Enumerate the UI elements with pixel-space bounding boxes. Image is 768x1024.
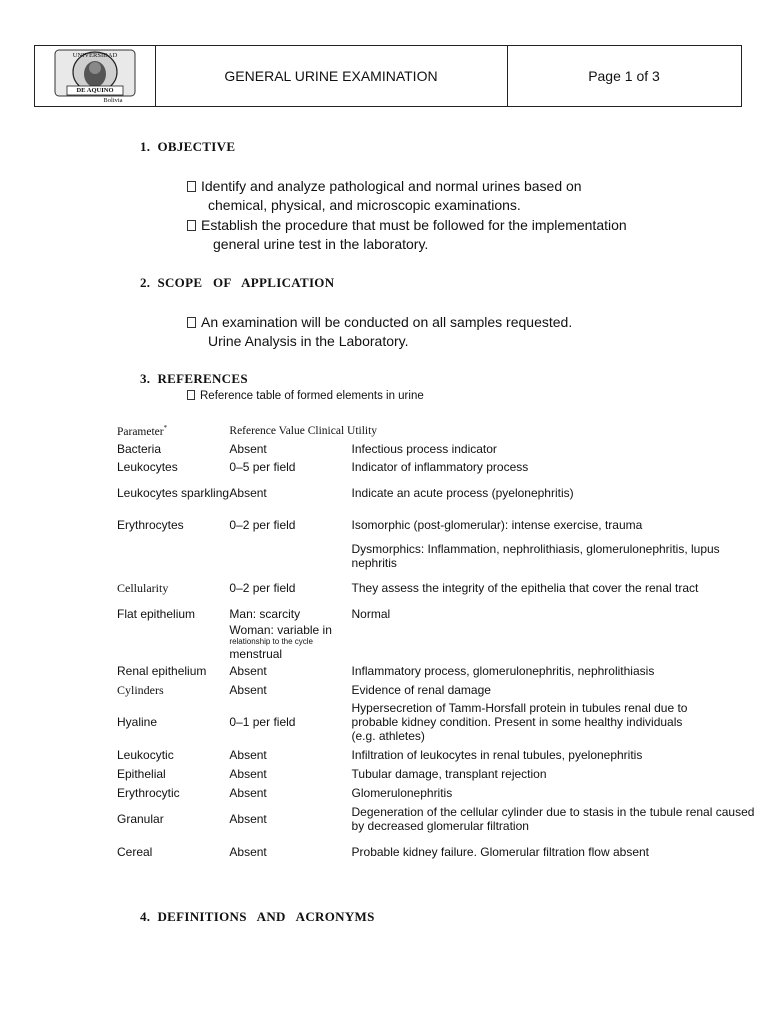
bullet-box-icon	[187, 317, 196, 328]
table-row: Cylinders Absent Evidence of renal damage	[117, 682, 491, 697]
objective-item: Identify and analyze pathological and normal urines based on chemical, physical, and microscopic examinations.	[187, 177, 582, 215]
scope-item: An examination will be conducted on all samples requested. Urine Analysis in the Laboratory.	[187, 313, 572, 351]
section-objective-heading: 1. OBJECTIVE	[140, 139, 236, 154]
table-row: Hyaline 0–1 per field Hypersecretion of Tamm-Horsfall protein in tubules renal due to probable kidney condition. Present in some healthy individuals (e.g. athletes)	[117, 701, 688, 743]
bullet-box-icon	[187, 181, 196, 192]
section-scope-heading: 2. SCOPE OF APPLICATION	[140, 275, 335, 290]
objective-item: Establish the procedure that must be followed for the implementation general urine test in the laboratory.	[187, 216, 627, 254]
flat-epithelium-woman-value: Woman: variable in relationship to the cycle menstrual	[229, 623, 332, 661]
bullet-box-icon	[187, 390, 195, 400]
table-row: Erythrocytes 0–2 per field Isomorphic (post-glomerular): intense exercise, trauma	[117, 518, 643, 532]
university-logo	[47, 48, 143, 104]
page-number: Page 1 of 3	[588, 68, 660, 84]
table-row: Epithelial Absent Tubular damage, transplant rejection	[117, 766, 547, 781]
logo-text-mid: DE AQUINO	[76, 87, 114, 94]
reference-table	[117, 422, 768, 868]
section-references-heading: 3. REFERENCES	[140, 371, 248, 386]
references-note: Reference table of formed elements in urine	[187, 390, 424, 402]
table-row: Leukocytic Absent Infiltration of leukocytes in renal tubules, pyelonephritis	[117, 747, 643, 762]
table-row: Flat epithelium Man: scarcity Normal	[117, 607, 391, 621]
logo-text-top: UNIVERSIDAD	[72, 52, 118, 59]
table-row	[117, 623, 768, 661]
logo-text-bottom: Bolivia	[103, 97, 123, 104]
document-header	[34, 45, 742, 107]
header-ref-util: Reference Value Clinical Utility	[229, 425, 378, 437]
table-row: Dysmorphics: Inflammation, nephrolithiasis, glomerulonephritis, lupus nephritis	[351, 542, 720, 570]
document-title: GENERAL URINE EXAMINATION	[155, 46, 508, 106]
bullet-box-icon	[187, 220, 196, 231]
table-row: Renal epithelium Absent Inflammatory process, glomerulonephritis, nephrolithiasis	[117, 663, 655, 678]
table-row: Bacteria Absent Infectious process indicator	[117, 442, 497, 456]
header-parameter: Parameter*	[117, 424, 168, 438]
table-row: Granular Absent Degeneration of the cellular cylinder due to stasis in the tubule renal caused by decreased glomerular filtration	[117, 805, 755, 833]
table-row: Cellularity 0–2 per field They assess the integrity of the epithelia that cover the renal tract	[117, 581, 699, 595]
section-definitions-heading: 4. DEFINITIONS AND ACRONYMS	[140, 909, 375, 924]
table-row: Leukocytes sparkling Absent Indicate an acute process (pyelonephritis)	[117, 485, 574, 500]
table-row: Cereal Absent Probable kidney failure. Glomerular filtration flow absent	[117, 845, 649, 859]
table-row: Erythrocytic Absent Glomerulonephritis	[117, 785, 453, 800]
table-header-row	[117, 422, 768, 440]
table-row: Leukocytes 0–5 per field Indicator of inflammatory process	[117, 460, 529, 474]
logo-cell	[35, 46, 156, 106]
